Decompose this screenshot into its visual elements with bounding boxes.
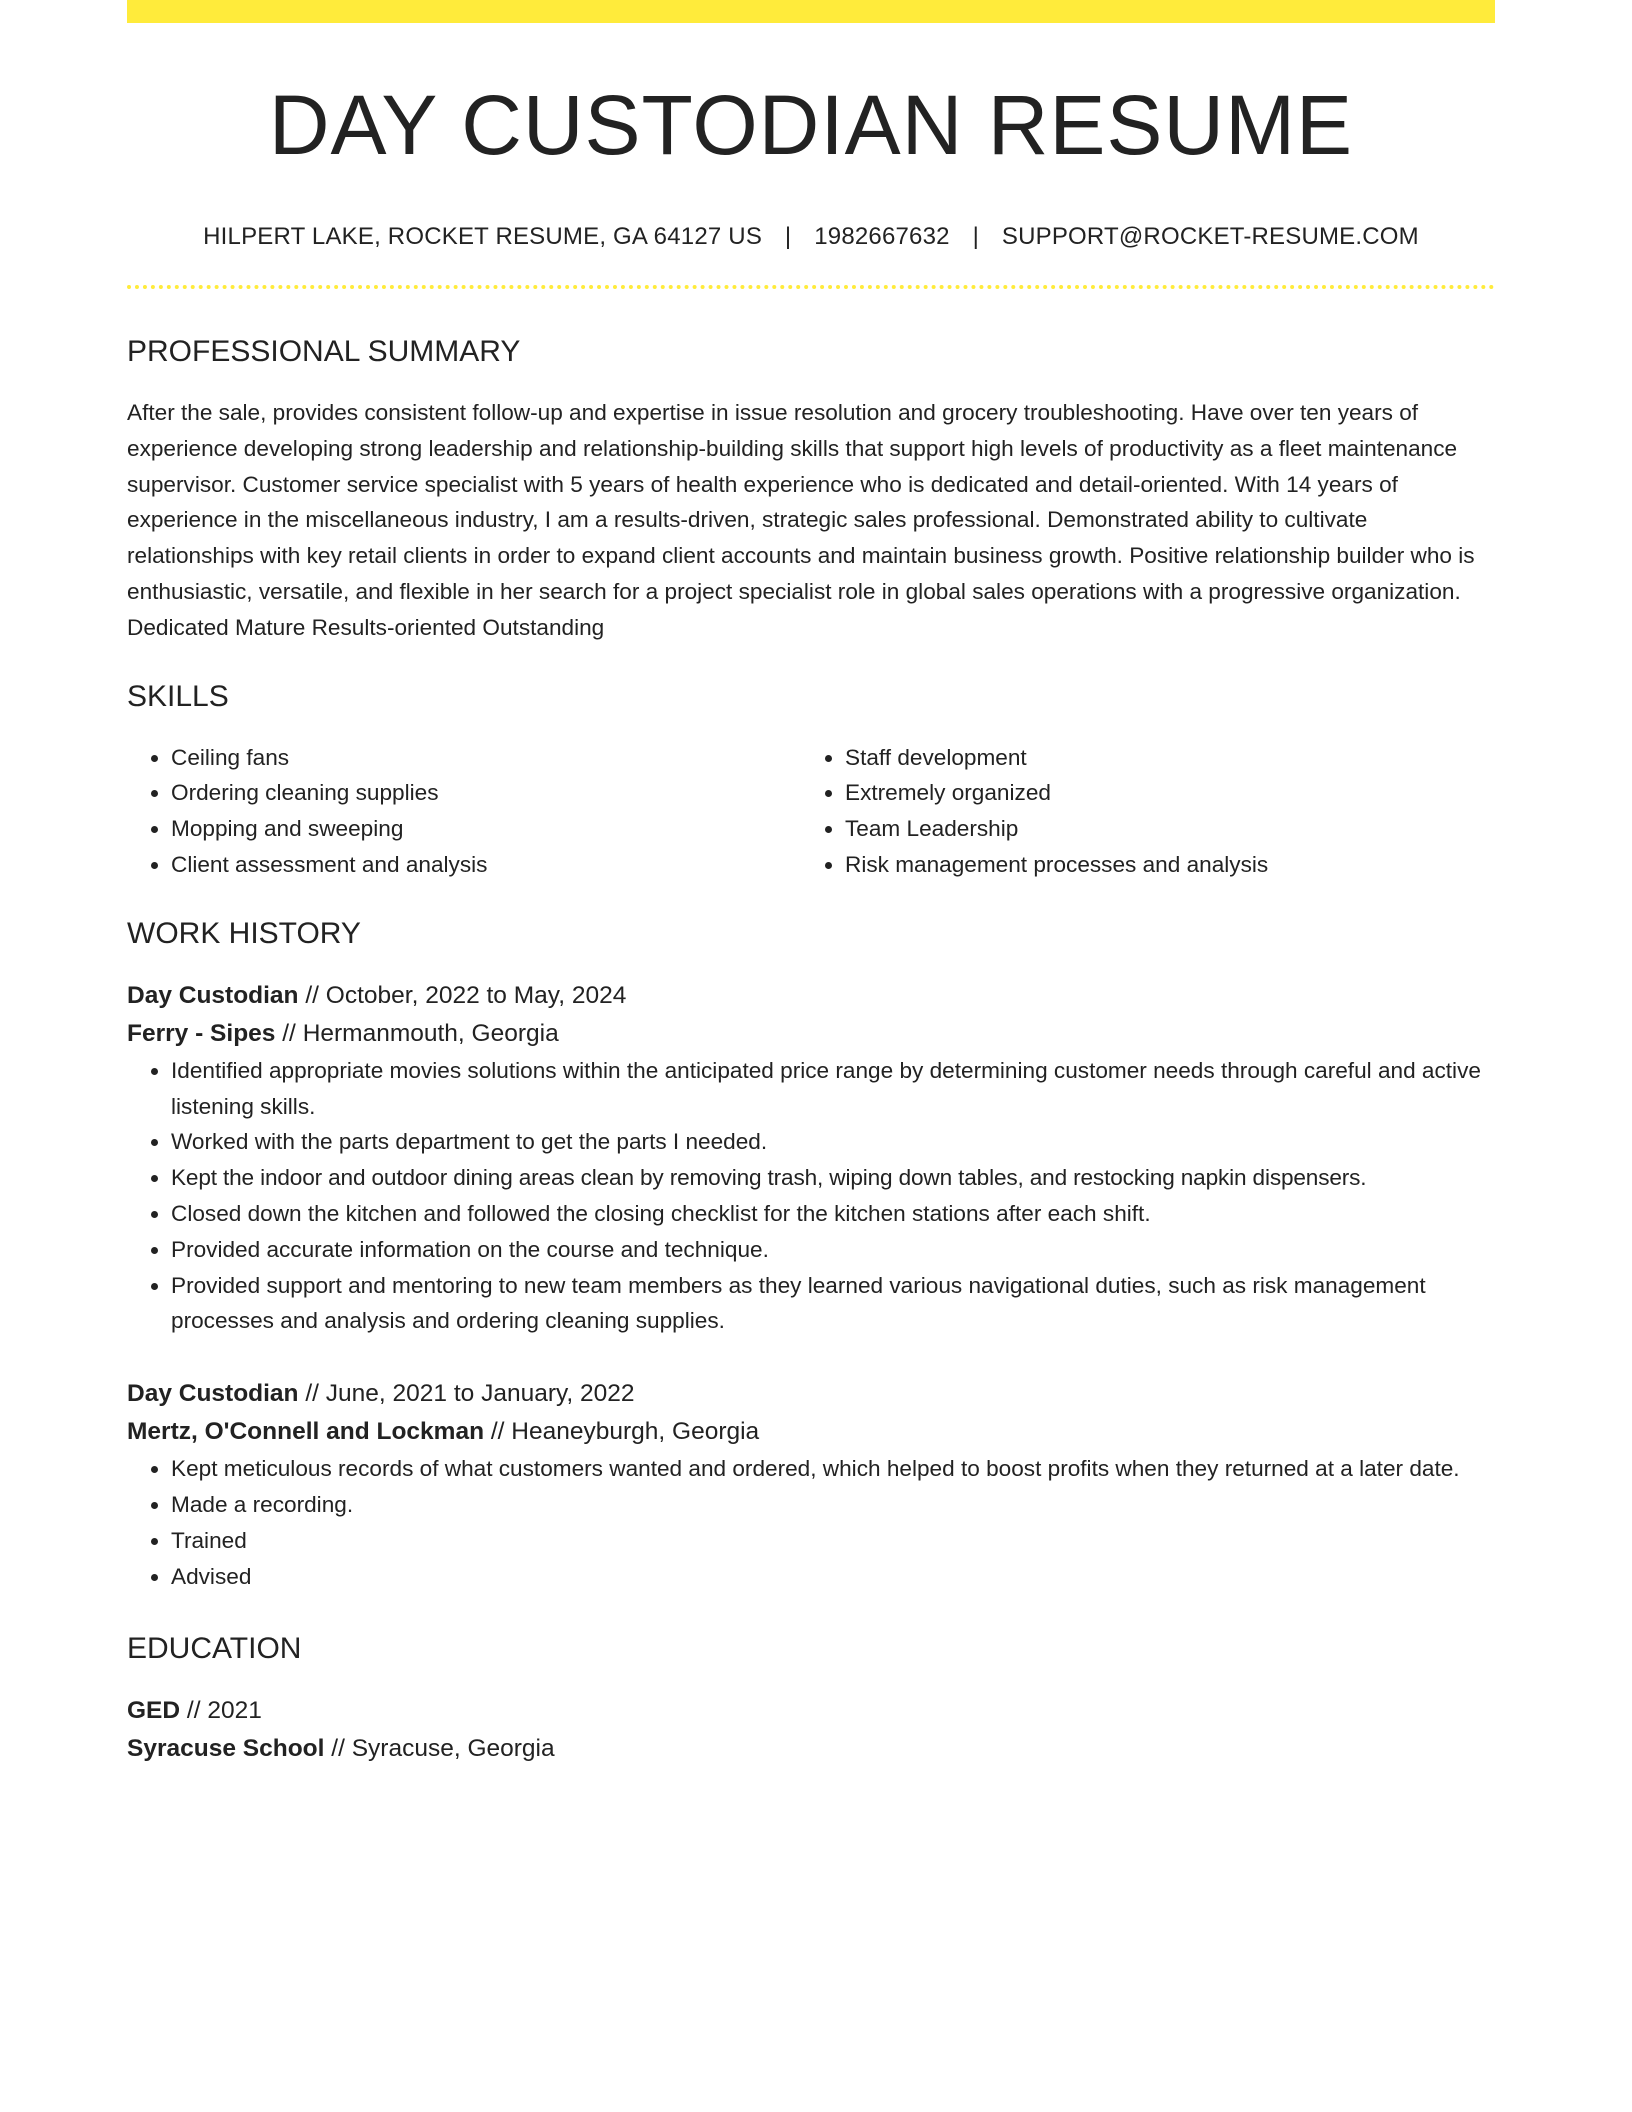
skill-item: • Staff development: [845, 740, 1475, 776]
job-separator: //: [305, 1380, 319, 1408]
job-bullet: • Provided accurate information on the course and technique.: [171, 1232, 1495, 1268]
contact-line: [127, 225, 1495, 249]
contact-separator: |: [784, 223, 792, 250]
contact-address: HILPERT LAKE, ROCKET RESUME, GA 64127 US: [203, 223, 763, 250]
contact-phone: 1982667632: [814, 223, 950, 250]
job-bullet: • Made a recording.: [171, 1487, 1495, 1523]
job-bullets: [127, 1451, 1495, 1594]
job-location: Heaneyburgh, Georgia: [511, 1418, 760, 1446]
top-accent-bar: [127, 0, 1495, 23]
job-bullet: • Trained: [171, 1523, 1495, 1559]
job-bullet: • Closed down the kitchen and followed the closing checklist for the kitchen stations after each shift.: [171, 1196, 1495, 1232]
summary-text: After the sale, provides consistent follow-up and expertise in issue resolution and grocery troubleshooting. Have over ten years of experience developing strong leadership and relationship-building skills that support high levels of productivity as a fleet maintenance supervisor. Customer service specialist with 5 years of health experience who is dedicated and detail-oriented. With 14 years of experience in the miscellaneous industry, I am a results-driven, strategic sales professional. Demonstrated ability to cultivate relationships with key retail clients in order to expand client accounts and maintain business growth. Positive relationship builder who is enthusiastic, versatile, and flexible in her search for a project specialist role in global sales operations with a progressive organization. Dedicated Mature Results-oriented Outstanding: [127, 400, 1475, 640]
skill-item: • Team Leadership: [845, 811, 1475, 847]
job-bullet: • Identified appropriate movies solutions within the anticipated price range by determining customer needs through careful and active listening skills.: [171, 1053, 1495, 1125]
job-role-line: [127, 977, 1495, 1015]
dotted-divider: [127, 285, 1495, 289]
education-separator: //: [186, 1697, 201, 1725]
job-role-line: [127, 1375, 1495, 1413]
section-title-summary: PROFESSIONAL SUMMARY: [127, 335, 521, 368]
job-company-line: [127, 1413, 1495, 1451]
job-separator: //: [490, 1418, 505, 1446]
job-bullets: [127, 1053, 1495, 1339]
education-degree: GED: [127, 1697, 181, 1725]
job-dates: June, 2021 to January, 2022: [325, 1380, 635, 1408]
education-school: Syracuse School: [127, 1735, 325, 1763]
job-separator: //: [282, 1019, 296, 1047]
education-degree-line: [127, 1692, 1495, 1730]
section-title-work-history: WORK HISTORY: [127, 916, 361, 950]
job-location: Hermanmouth, Georgia: [302, 1019, 559, 1047]
contact-separator: |: [972, 223, 980, 250]
skill-item: • Client assessment and analysis: [171, 847, 801, 883]
education-location: Syracuse, Georgia: [351, 1735, 555, 1763]
skill-item: • Risk management processes and analysis: [845, 847, 1475, 883]
education-school-line: [127, 1730, 1495, 1768]
job-role: Day Custodian: [127, 1380, 299, 1408]
job-separator: //: [305, 981, 319, 1009]
job-company-line: [127, 1015, 1495, 1053]
skill-item: • Ceiling fans: [171, 740, 801, 776]
skills-column-right: [801, 740, 1475, 883]
skills-column-left: [127, 740, 801, 883]
job-bullet: • Kept meticulous records of what customers wanted and ordered, which helped to boost profits when they returned at a later date.: [171, 1451, 1495, 1487]
education-year: 2021: [207, 1697, 262, 1725]
skills-list: [127, 740, 1495, 883]
contact-email: SUPPORT@ROCKET-RESUME.COM: [1001, 223, 1419, 250]
skill-item: • Ordering cleaning supplies: [171, 775, 801, 811]
job-company: Mertz, O'Connell and Lockman: [127, 1418, 485, 1446]
job-role: Day Custodian: [127, 981, 299, 1009]
job-company: Ferry - Sipes: [127, 1019, 276, 1047]
job-bullet: • Kept the indoor and outdoor dining areas clean by removing trash, wiping down tables, and restocking napkin dispensers.: [171, 1160, 1495, 1196]
job-dates: October, 2022 to May, 2024: [325, 981, 627, 1009]
job-bullet: • Advised: [171, 1559, 1495, 1595]
skill-item: • Mopping and sweeping: [171, 811, 801, 847]
section-title-education: EDUCATION: [127, 1632, 302, 1666]
section-title-skills: SKILLS: [127, 679, 229, 713]
job-bullet: • Provided support and mentoring to new team members as they learned various navigational duties, such as risk management processes and analysis and ordering cleaning supplies.: [171, 1268, 1495, 1340]
skill-item: • Extremely organized: [845, 775, 1475, 811]
education-separator: //: [331, 1735, 345, 1763]
resume-page: [127, 0, 1495, 1768]
resume-title: DAY CUSTODIAN RESUME: [268, 78, 1354, 172]
job-bullet: • Worked with the parts department to get the parts I needed.: [171, 1124, 1495, 1160]
